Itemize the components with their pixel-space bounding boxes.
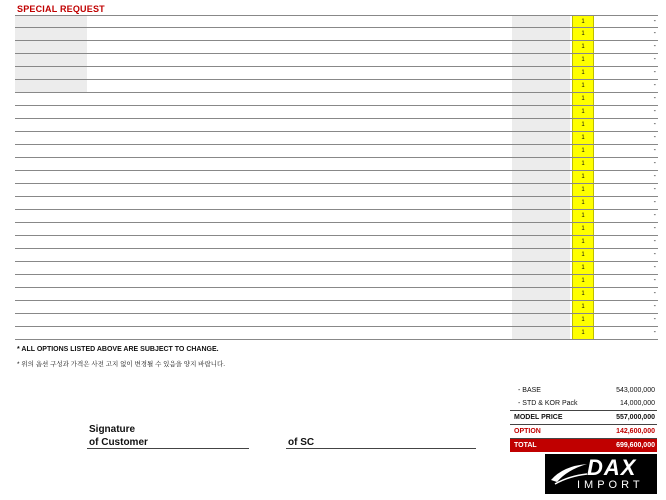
price-cell: - (653, 186, 656, 193)
quantity-cell[interactable]: 1 (572, 28, 594, 40)
quantity-cell[interactable]: 1 (572, 210, 594, 222)
quantity-cell[interactable]: 1 (572, 93, 594, 105)
option-note-cell[interactable] (512, 80, 570, 92)
option-description-cell[interactable] (87, 132, 512, 144)
option-code-cell[interactable] (15, 158, 87, 170)
option-label: OPTION (514, 428, 541, 435)
option-note-cell[interactable] (512, 184, 570, 196)
quantity-cell[interactable]: 1 (572, 171, 594, 183)
quantity-cell[interactable]: 1 (572, 132, 594, 144)
option-note-cell[interactable] (512, 275, 570, 287)
price-cell: - (653, 134, 656, 141)
price-cell: - (653, 238, 656, 245)
price-cell: - (653, 147, 656, 154)
option-description-cell[interactable] (87, 28, 512, 40)
quantity-cell[interactable]: 1 (572, 275, 594, 287)
option-note-cell[interactable] (512, 262, 570, 274)
option-note-cell[interactable] (512, 93, 570, 105)
option-code-cell[interactable] (15, 16, 87, 27)
quantity-cell[interactable]: 1 (572, 41, 594, 53)
sc-signature-line[interactable] (286, 448, 476, 449)
option-description-cell[interactable] (87, 327, 512, 339)
section-title: SPECIAL REQUEST (17, 4, 105, 14)
price-cell: - (653, 43, 656, 50)
option-code-cell[interactable] (15, 171, 87, 183)
option-code-cell[interactable] (15, 327, 87, 339)
change-notice-korean: * 위의 옵션 구성과 가격은 사전 고지 없이 변경될 수 있음을 양지 바랍니다. (17, 361, 226, 368)
quantity-cell[interactable]: 1 (572, 288, 594, 300)
option-code-cell[interactable] (15, 210, 87, 222)
option-code-cell[interactable] (15, 197, 87, 209)
option-code-cell[interactable] (15, 275, 87, 287)
option-description-cell[interactable] (87, 16, 512, 27)
option-note-cell[interactable] (512, 288, 570, 300)
option-description-cell[interactable] (87, 54, 512, 66)
table-row (15, 145, 658, 158)
quantity-cell[interactable]: 1 (572, 119, 594, 131)
table-row (15, 80, 658, 93)
price-cell: - (653, 329, 656, 336)
dax-import-logo (545, 454, 657, 494)
option-code-cell[interactable] (15, 184, 87, 196)
quantity-cell[interactable]: 1 (572, 301, 594, 313)
option-code-cell[interactable] (15, 236, 87, 248)
option-note-cell[interactable] (512, 67, 570, 79)
option-code-cell[interactable] (15, 145, 87, 157)
price-cell: - (653, 18, 656, 25)
option-description-cell[interactable] (87, 93, 512, 105)
price-cell: - (653, 303, 656, 310)
special-request-table (15, 15, 658, 340)
quantity-cell[interactable]: 1 (572, 106, 594, 118)
price-cell: - (653, 173, 656, 180)
quantity-cell[interactable]: 1 (572, 236, 594, 248)
price-cell: - (653, 160, 656, 167)
option-note-cell[interactable] (512, 314, 570, 326)
price-cell: - (653, 212, 656, 219)
option-description-cell[interactable] (87, 41, 512, 53)
summary-row-base (510, 384, 657, 397)
logo-brand: DAX (587, 455, 637, 480)
option-note-cell[interactable] (512, 54, 570, 66)
option-code-cell[interactable] (15, 93, 87, 105)
table-row (15, 106, 658, 119)
option-note-cell[interactable] (512, 249, 570, 261)
price-cell: - (653, 56, 656, 63)
quantity-cell[interactable]: 1 (572, 197, 594, 209)
summary-row-pack (510, 397, 657, 410)
option-note-cell[interactable] (512, 301, 570, 313)
base-label: - BASE (518, 387, 541, 394)
logo-sub: IMPORT (577, 479, 644, 491)
option-description-cell[interactable] (87, 171, 512, 183)
option-code-cell[interactable] (15, 41, 87, 53)
table-row (15, 197, 658, 210)
option-description-cell[interactable] (87, 197, 512, 209)
option-note-cell[interactable] (512, 106, 570, 118)
table-row (15, 119, 658, 132)
option-note-cell[interactable] (512, 16, 570, 27)
option-code-cell[interactable] (15, 54, 87, 66)
quantity-cell[interactable]: 1 (572, 16, 594, 27)
table-row (15, 288, 658, 301)
quantity-cell[interactable]: 1 (572, 145, 594, 157)
table-row (15, 184, 658, 197)
option-code-cell[interactable] (15, 314, 87, 326)
option-code-cell[interactable] (15, 249, 87, 261)
price-cell: - (653, 277, 656, 284)
table-row (15, 327, 658, 340)
option-code-cell[interactable] (15, 223, 87, 235)
price-cell: - (653, 108, 656, 115)
option-note-cell[interactable] (512, 132, 570, 144)
option-description-cell[interactable] (87, 288, 512, 300)
option-description-cell[interactable] (87, 106, 512, 118)
option-note-cell[interactable] (512, 41, 570, 53)
option-note-cell[interactable] (512, 236, 570, 248)
table-row (15, 158, 658, 171)
option-description-cell[interactable] (87, 314, 512, 326)
option-code-cell[interactable] (15, 67, 87, 79)
option-description-cell[interactable] (87, 223, 512, 235)
option-code-cell[interactable] (15, 80, 87, 92)
table-row (15, 301, 658, 314)
summary-row-total (510, 439, 657, 452)
price-cell: - (653, 121, 656, 128)
table-row (15, 236, 658, 249)
table-row (15, 314, 658, 327)
model-price-value: 557,000,000 (616, 414, 655, 421)
signature-label-line2: of Customer (89, 437, 148, 448)
price-summary (510, 384, 657, 452)
option-note-cell[interactable] (512, 197, 570, 209)
quantity-cell[interactable]: 1 (572, 223, 594, 235)
customer-signature-line[interactable] (87, 448, 249, 449)
table-row (15, 275, 658, 288)
option-note-cell[interactable] (512, 119, 570, 131)
quantity-cell[interactable]: 1 (572, 184, 594, 196)
price-cell: - (653, 82, 656, 89)
option-value: 142,600,000 (616, 428, 655, 435)
price-cell: - (653, 95, 656, 102)
option-description-cell[interactable] (87, 158, 512, 170)
total-label: TOTAL (514, 442, 537, 449)
model-price-label: MODEL PRICE (514, 414, 563, 421)
table-row (15, 210, 658, 223)
option-description-cell[interactable] (87, 275, 512, 287)
table-row (15, 93, 658, 106)
quantity-cell[interactable]: 1 (572, 327, 594, 339)
signature-label-line1: Signature (89, 424, 136, 435)
option-note-cell[interactable] (512, 327, 570, 339)
price-cell: - (653, 199, 656, 206)
option-note-cell[interactable] (512, 171, 570, 183)
pack-value: 14,000,000 (619, 400, 655, 407)
option-code-cell[interactable] (15, 132, 87, 144)
price-cell: - (653, 225, 656, 232)
table-row (15, 132, 658, 145)
quantity-cell[interactable]: 1 (572, 158, 594, 170)
table-row (15, 249, 658, 262)
option-note-cell[interactable] (512, 145, 570, 157)
table-row (15, 67, 658, 80)
table-row (15, 41, 658, 54)
customer-signature-label (89, 423, 148, 449)
option-description-cell[interactable] (87, 236, 512, 248)
summary-row-option (510, 425, 657, 439)
quantity-cell[interactable]: 1 (572, 262, 594, 274)
price-cell: - (653, 290, 656, 297)
quantity-cell[interactable]: 1 (572, 54, 594, 66)
sc-signature-label: of SC (288, 437, 315, 448)
table-row (15, 54, 658, 67)
option-description-cell[interactable] (87, 301, 512, 313)
table-row (15, 28, 658, 41)
option-description-cell[interactable] (87, 262, 512, 274)
price-cell: - (653, 30, 656, 37)
option-note-cell[interactable] (512, 223, 570, 235)
option-code-cell[interactable] (15, 28, 87, 40)
pack-label: - STD & KOR Pack (518, 400, 578, 407)
change-notice: * ALL OPTIONS LISTED ABOVE ARE SUBJECT TO CHANGE. (17, 346, 219, 353)
quantity-cell[interactable]: 1 (572, 249, 594, 261)
price-cell: - (653, 69, 656, 76)
option-description-cell[interactable] (87, 249, 512, 261)
price-cell: - (653, 316, 656, 323)
option-description-cell[interactable] (87, 210, 512, 222)
option-code-cell[interactable] (15, 106, 87, 118)
option-description-cell[interactable] (87, 145, 512, 157)
option-code-cell[interactable] (15, 301, 87, 313)
quantity-cell[interactable]: 1 (572, 67, 594, 79)
price-cell: - (653, 264, 656, 271)
table-row (15, 15, 658, 28)
quantity-cell[interactable]: 1 (572, 314, 594, 326)
base-value: 543,000,000 (616, 387, 655, 394)
option-code-cell[interactable] (15, 119, 87, 131)
option-description-cell[interactable] (87, 67, 512, 79)
option-description-cell[interactable] (87, 184, 512, 196)
option-note-cell[interactable] (512, 210, 570, 222)
table-row (15, 223, 658, 236)
option-note-cell[interactable] (512, 158, 570, 170)
table-row (15, 262, 658, 275)
table-row (15, 171, 658, 184)
option-note-cell[interactable] (512, 28, 570, 40)
price-cell: - (653, 251, 656, 258)
option-description-cell[interactable] (87, 119, 512, 131)
total-value: 699,600,000 (616, 442, 655, 449)
option-code-cell[interactable] (15, 288, 87, 300)
summary-row-model-price (510, 410, 657, 425)
quantity-cell[interactable]: 1 (572, 80, 594, 92)
option-description-cell[interactable] (87, 80, 512, 92)
option-code-cell[interactable] (15, 262, 87, 274)
